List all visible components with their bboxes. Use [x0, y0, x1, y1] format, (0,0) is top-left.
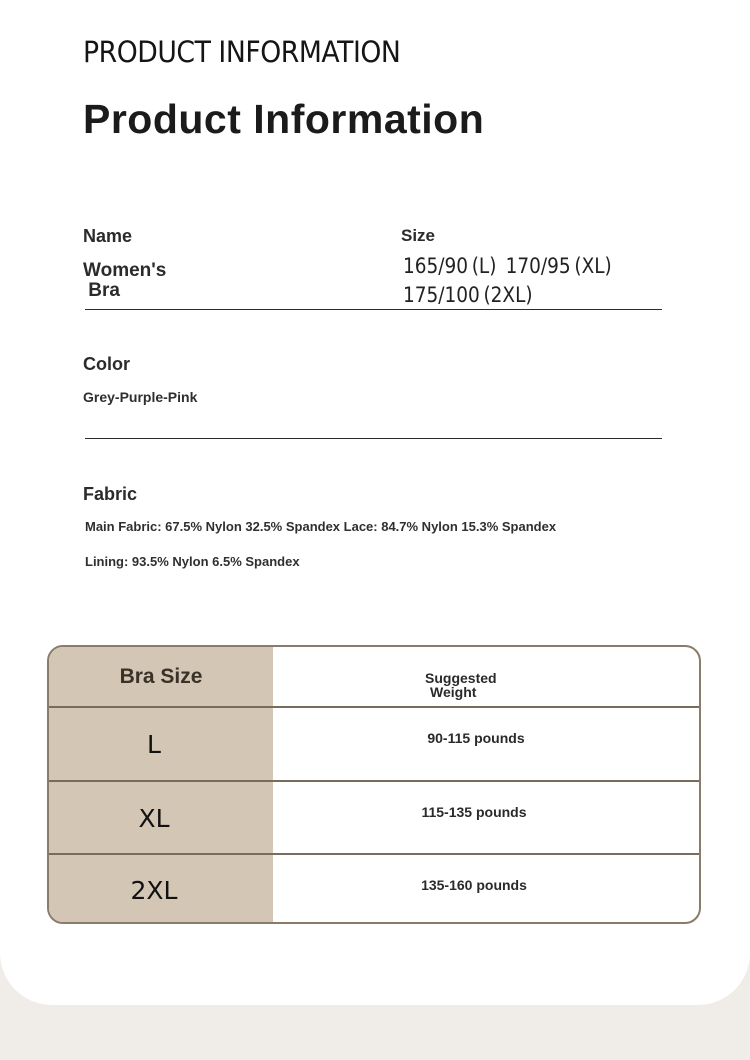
table-cell-weight: 135-160 pounds	[421, 877, 527, 893]
table-cell-weight: 115-135 pounds	[421, 804, 527, 820]
divider	[85, 438, 662, 439]
page-heading-caps: PRODUCT INFORMATION	[83, 35, 401, 69]
size-value-line-2: 175/100 (2XL)	[403, 283, 533, 307]
size-chart-table	[47, 645, 701, 924]
page-title: Product Information	[83, 96, 485, 142]
name-value-line-2: Bra	[83, 280, 120, 301]
table-header-weight-line-1: Suggested	[425, 670, 497, 686]
table-header-size: Bra Size	[119, 664, 203, 688]
table-cell-size: 2XL	[130, 875, 178, 905]
name-label: Name	[83, 226, 133, 246]
divider	[85, 309, 662, 310]
color-value: Grey-Purple-Pink	[83, 389, 198, 405]
table-cell-size: XL	[138, 803, 170, 833]
table-header-weight-line-2: Weight	[430, 684, 477, 700]
size-label: Size	[401, 226, 436, 245]
table-cell-size: L	[147, 729, 161, 759]
color-label: Color	[83, 354, 130, 374]
table-cell-weight: 90-115 pounds	[427, 730, 525, 746]
name-value-line-1: Women's	[83, 260, 167, 281]
fabric-label: Fabric	[83, 484, 138, 504]
size-value-line-1: 165/90 (L) 170/95 (XL)	[403, 254, 612, 278]
fabric-lining-value: Lining: 93.5% Nylon 6.5% Spandex	[85, 554, 300, 569]
size-value	[403, 252, 612, 310]
fabric-main-value: Main Fabric: 67.5% Nylon 32.5% Spandex Lace: 84.7% Nylon 15.3% Spandex	[85, 519, 557, 534]
name-value	[83, 261, 166, 301]
